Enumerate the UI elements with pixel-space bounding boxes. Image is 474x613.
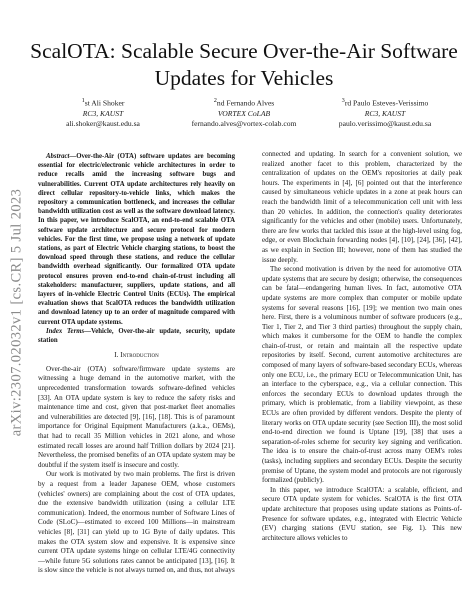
author-1-name: Ali Shoker (91, 98, 125, 108)
author-2: $^2$nd Fernando Alves VORTEX CoLAB fernando.alves@vortex-colab.com (179, 96, 309, 129)
author-3-email: paulo.verissimo@kaust.edu.sa (338, 118, 432, 128)
author-3-index: 3 (341, 97, 345, 104)
abstract-label: Abstract (46, 153, 70, 160)
author-3-affiliation: RC3, KAUST (364, 108, 406, 118)
intro-paragraph-3: connected and updating. In search for a convenient solution, we realized another facet to this problem, characterized by the centralization of updates on the OEM's repositories at daily peak hours. The experiments in [4], [6] pointed out that the interference caused by simultaneous vehicle updates in a zone at peak hours can reach the bandwidth limit of a telecommunication cell unit with less than 20 vehicles. In addition, the connection's quality deteriorates significantly for the vehicles and other (mobile) users. Unfortunately, there are few works that tackled this issue at the high-level using fog, edge, or even Blockchain forwarding nodes [4], [10], [24], [36], [42], as we explain in Section III; however, none of them has studied the issue deeply. (262, 150, 462, 264)
paper-title: ScalOTA: Scalable Secure Over-the-Air Software Updates for Vehicles (30, 39, 458, 90)
intro-paragraph-2: Our work is motivated by two main problems. The first is driven by a request from a leader Japanese OEM, whose customers (vehicles' owners) are complaining about the cost of OTA updates, due the extensive bandwidth utilization (using a cellular LTE communication). Indeed, the enormous number of Software Lines of Code (SLoC)—estimated to exceed 100 Millions—in mainstream vehicles [8], [31] can yield up to 1G Byte of daily updates. This makes the OTA system slow and expensive. It is expensive since current OTA update systems hinge on cellular LTE/4G connectivity—while future 5G solutions rates cannot be anticipated [13], [16]. It is slow since the vehicle is not always turned on, and thus, not always (38, 470, 235, 575)
author-1: $^1$st Ali Shoker RC3, KAUST ali.shoker@kaust.edu.sa (38, 96, 168, 129)
abstract (38, 152, 235, 327)
author-3-name: Paulo Esteves-Verissimo (353, 98, 429, 108)
abstract-body: —Over-the-Air (OTA) software updates are becoming essential for electric/electronic vehicle architectures in order to reduce recalls amid the increasing software bugs and vulnerabilities. Current OTA update architectures rely heavily on direct cellular repository-to-vehicle links, which makes the repository a communication bottleneck, and increases the cellular bandwidth utilization cost as well as the software download latency. In this paper, we introduce ScalOTA, an end-to-end scalable OTA software update architecture and secure protocol for modern vehicles. For the first time, we propose using a network of update stations, as part of Electric Vehicle charging stations, to boost the download speed through these stations, and reduce the cellular bandwidth overhead significantly. Our formalized OTA update protocol ensures proven end-to-end chain-of-trust including all stakeholders: manufacturer, suppliers, update stations, and all layers of in-vehicle Electric Control Units (ECUs). The empirical evaluation shows that ScalOTA reduces the bandwidth utilization and download latency up to an order of magnitude compared with current OTA update systems. (38, 153, 235, 326)
author-2-index: 2 (213, 97, 217, 104)
right-column (262, 150, 462, 543)
index-terms (38, 327, 235, 345)
arxiv-id-text: arXiv:2307.02032v1 [cs.CR] 5 Jul 2023 (8, 188, 25, 437)
author-3: $^3$rd Paulo Esteves-Verissimo RC3, KAUST paulo.verissimo@kaust.edu.sa (320, 96, 450, 129)
author-2-name: Fernando Alves (226, 98, 275, 108)
left-column (38, 152, 235, 576)
author-1-index: 1 (81, 97, 85, 104)
intro-paragraph-4: The second motivation is driven by the need for automotive OTA update systems that are secure by design; otherwise, the consequences can be fatal—endangering human lives. In fact, automotive OTA update systems are more complex than computer or mobile update systems for several reasons [16], [19]; we mention two main ones here. First, there is a voluminous number of software producers (e.g., Tier 1, Tier 2, and Tier 3 third parties) throughout the supply chain, which makes it cumbersome for the OEM to handle the complex chain-of-trust, or retain and maintain all the respective update repositories by itself. Second, current automotive architectures are composed of many layers of software-based secondary ECUs, whereas only one ECU, i.e., the primary ECU or Telecommunication Unit, has an interface to the cyberspace, e.g., via a cellular connection. This enforces the secondary ECUs to download updates through the primary, which is problematic, from a liability viewpoint, as these ECUs are often provided by different vendors. Despite the plenty of literary works on OTA update security (see Section III), the most solid end-to-end direction we found is Uptane [19], [38] that uses a separation-of-roles scheme for security key signing and verification. The idea is to ensure the chain-of-trust across many OEM's roles (tasks), including suppliers and secondary ECUs. Despite the security premise of Uptane, the system model and protocols are not rigorously formalized (publicly). (262, 265, 462, 485)
index-terms-label: Index Terms (46, 327, 85, 335)
intro-paragraph-5: In this paper, we introduce ScalOTA: a scalable, efficient, and secure OTA update system for vehicles. ScalOTA is the first OTA update architecture that proposes using update stations as Points-of-Presence for software updates, e.g., integrated with Electric Vehicle (EV) charging stations (EVU station, see Fig. 1). This new architecture allows vehicles to (262, 485, 462, 542)
arxiv-identifier (2, 140, 32, 485)
index-terms-body: —Vehicle, Over-the-air update, security, update station (38, 327, 235, 345)
author-2-affiliation: VORTEX CoLAB (217, 108, 271, 118)
author-2-email: fernando.alves@vortex-colab.com (191, 118, 297, 128)
author-block (38, 96, 450, 129)
intro-paragraph-1: Over-the-air (OTA) software/firmware update systems are witnessing a huge demand in the automotive market, with the unprecedented transformation towards software-defined vehicles [33]. An OTA update system is key to reduce the safety risks and maintenance time and cost, given that post-market fleet anomalies and vulnerabilities are detected [9], [16], [18]. This is of paramount importance for Original Equipment Manufacturers (a.k.a., OEMs), that had to recall 35 Million vehicles in 2021 alone, and whose estimated recall losses are around half Trillion dollars by 2024 [21]. Nevertheless, the promised benefits of an OTA update system may be doubtful if the system itself is insecure and costly. (38, 364, 235, 469)
author-1-affiliation: RC3, KAUST (82, 108, 124, 118)
section-heading: I. Introduction (114, 351, 159, 360)
author-1-email: ali.shoker@kaust.edu.sa (66, 118, 140, 128)
